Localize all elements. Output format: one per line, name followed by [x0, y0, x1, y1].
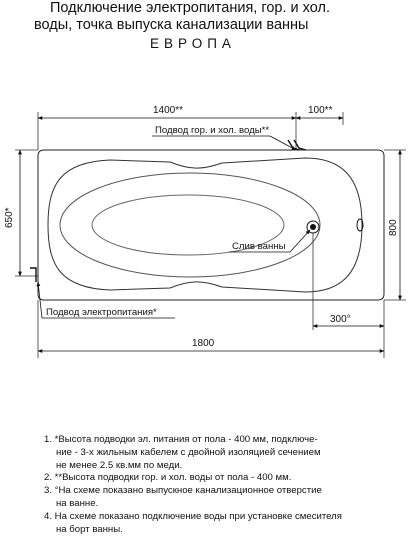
power-supply-icon	[30, 268, 36, 282]
water-supply-callout: Подвод гор. и хол. воды**	[155, 125, 270, 136]
note-3-line-1: 3. °На схеме показано выпускное канализационное отверстие	[44, 485, 322, 497]
dim-650-label: 650*	[4, 207, 15, 228]
note-4-line-1: 4. На схеме показано подключение воды при установке смесителя	[44, 510, 342, 522]
note-3-line-2: на ванне.	[56, 497, 99, 509]
water-supply-pipe-icon	[288, 140, 306, 150]
drain-callout: Слив ванны	[232, 241, 286, 252]
notes-list	[44, 434, 404, 536]
title-line-2: воды, точка выпуска канализации ванны	[34, 17, 309, 33]
dim-800-label: 800	[388, 219, 399, 236]
note-2: 2. **Высота подводки гор. и хол. воды от пола - 400 мм.	[44, 472, 292, 484]
title-model-name: ЕВРОПА	[150, 36, 236, 51]
power-supply-callout: Подвод электропитания*	[46, 307, 157, 318]
note-1-line-2: ние - 3-х жильным кабелем с двойной изоляцией сечением	[56, 446, 321, 458]
dim-100-label: 100**	[308, 105, 333, 116]
bathtub-rim	[38, 150, 384, 300]
dim-300-label: 300°	[330, 314, 351, 325]
drain-hole-icon	[307, 219, 363, 233]
dim-1400-label: 1400**	[153, 105, 184, 116]
note-4-line-2: на борт ванны.	[56, 523, 123, 535]
dim-1800-label: 1800	[192, 338, 215, 349]
note-1-line-3: не менее 2.5 кв.мм по меди.	[56, 459, 183, 471]
note-1-line-1: 1. *Высота подводки эл. питания от пола - 400 мм, подключе-	[44, 434, 318, 445]
title-line-1: Подключение электропитания, гор. и хол.	[50, 0, 330, 16]
